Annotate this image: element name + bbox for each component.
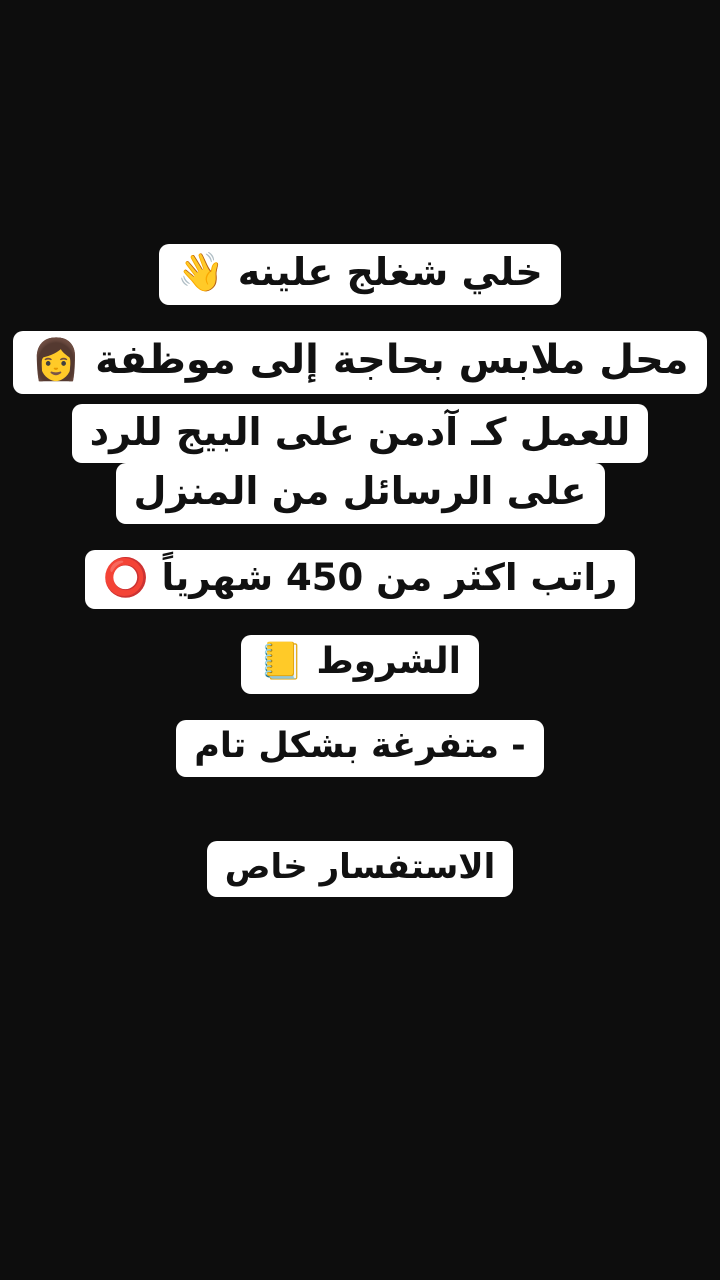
job-description-line-2: على الرسائل من المنزل [116,463,605,524]
contact-block [0,841,720,897]
greeting-text: خلي شغلج علينه 👋 [159,244,561,305]
greeting-block [0,244,720,305]
conditions-title-block [0,635,720,693]
conditions-title-text: الشروط 📒 [241,635,479,693]
salary-text: راتب اكثر من 450 شهرياً ⭕ [85,550,636,610]
salary-block [0,550,720,610]
job-description-block [0,404,720,524]
job-title-text: محل ملابس بحاجة إلى موظفة 👩 [13,331,706,394]
condition-item-block [0,720,720,777]
job-title-block [0,331,720,394]
condition-item-text: - متفرغة بشكل تام [176,720,543,777]
job-description-line-1: للعمل كـ آدمن على البيج للرد [72,404,649,463]
contact-text: الاستفسار خاص [207,841,514,897]
